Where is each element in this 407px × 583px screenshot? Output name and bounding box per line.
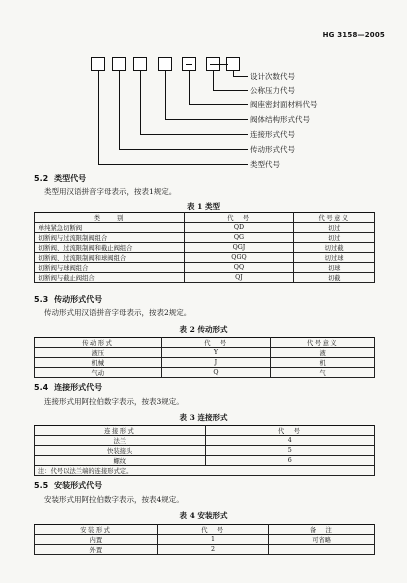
table-cell: 气动 [35, 368, 162, 378]
label-seat-material-code: 阀座密封面材料代号 [250, 100, 318, 109]
label-design-revision-code: 设计次数代号 [250, 72, 295, 81]
table-cell: 切球 [294, 263, 375, 273]
code-box-body-structure [158, 57, 172, 71]
table-row [35, 233, 375, 243]
label-nominal-pressure-code: 公称压力代号 [250, 86, 295, 95]
table-header-cell: 备 注 [269, 525, 375, 535]
table-row [35, 273, 375, 283]
label-type-code: 类型代号 [250, 160, 280, 169]
section-heading-5-2 [34, 173, 86, 184]
table-row [35, 446, 375, 456]
table-cell: 切断阀与截止阀组合 [35, 273, 185, 283]
table-cell: QG [184, 233, 294, 243]
leader-line [119, 71, 120, 149]
table-header-cell: 代 号 [184, 213, 294, 223]
table-cell: 切过 [294, 223, 375, 233]
section-text-5-3: 传动形式用汉语拼音字母表示，按表2规定。 [44, 308, 192, 317]
leader-line [165, 119, 248, 120]
table-cell: 切过 [294, 233, 375, 243]
table-cell: 切断阀、过流限制阀和球阀组合 [35, 253, 185, 263]
table-header-row [35, 213, 375, 223]
table-note: 注：代号以法兰端的连接形式定。 [35, 466, 375, 476]
table-2-transmission [34, 337, 375, 378]
table-header-cell: 安装形式 [35, 525, 158, 535]
table-cell: Y [161, 348, 271, 358]
table-cell [269, 545, 375, 555]
table-cell: QJ [184, 273, 294, 283]
table-row [35, 545, 375, 555]
section-heading-5-5 [34, 480, 102, 491]
dash-connector [210, 64, 228, 65]
leader-line [165, 71, 166, 119]
section-heading-5-3 [34, 294, 102, 305]
table-4-installation [34, 524, 375, 555]
table-3-caption: 表 3 连接形式 [179, 413, 228, 422]
table-cell: J [161, 358, 271, 368]
label-connection-code: 连接形式代号 [250, 130, 295, 139]
table-row [35, 263, 375, 273]
section-title: 类型代号 [54, 173, 87, 183]
table-cell: 内置 [35, 535, 158, 545]
section-number: 5.2 [34, 174, 49, 183]
leader-line [119, 149, 248, 150]
leader-line [213, 71, 214, 90]
table-1-type [34, 212, 375, 283]
leader-line [213, 90, 248, 91]
label-transmission-code: 传动形式代号 [250, 145, 295, 154]
table-row [35, 358, 375, 368]
table-cell: 1 [157, 535, 269, 545]
table-cell: 切过球 [294, 253, 375, 263]
code-box-transmission [112, 57, 126, 71]
table-row [35, 243, 375, 253]
table-cell: 切截 [294, 273, 375, 283]
table-cell: QD [184, 223, 294, 233]
table-cell: QGJ [184, 243, 294, 253]
table-cell: 切过截 [294, 243, 375, 253]
table-cell: 5 [205, 446, 375, 456]
table-header-cell: 代号意义 [271, 338, 375, 348]
table-cell: 气 [271, 368, 375, 378]
section-text-5-5: 安装形式用阿拉伯数字表示，按表4规定。 [44, 495, 184, 504]
table-cell: 4 [205, 436, 375, 446]
leader-line [98, 71, 99, 164]
table-cell: QQ [184, 263, 294, 273]
table-row [35, 348, 375, 358]
table-cell: 6 [205, 456, 375, 466]
code-box-type [91, 57, 105, 71]
table-header-row [35, 426, 375, 436]
table-header-row [35, 525, 375, 535]
table-cell: 法兰 [35, 436, 206, 446]
table-cell: Q [161, 368, 271, 378]
table-note-row [35, 466, 375, 476]
code-box-design-revision [226, 57, 240, 71]
label-body-structure-code: 阀体结构形式代号 [250, 115, 310, 124]
table-header-row [35, 338, 375, 348]
table-cell: 2 [157, 545, 269, 555]
table-cell: 机 [271, 358, 375, 368]
table-cell: 切断阀、过流限制阀和截止阀组合 [35, 243, 185, 253]
table-row [35, 253, 375, 263]
table-header-cell: 代 号 [157, 525, 269, 535]
table-header-cell: 类 别 [35, 213, 185, 223]
table-2-caption: 表 2 传动形式 [179, 325, 228, 334]
table-cell: 螺纹 [35, 456, 206, 466]
table-3-connection [34, 425, 375, 476]
leader-line [140, 134, 248, 135]
table-cell: 液压 [35, 348, 162, 358]
table-cell: 切断阀与球阀组合 [35, 263, 185, 273]
table-cell: 单纯紧急切断阀 [35, 223, 185, 233]
table-cell: 机械 [35, 358, 162, 368]
standard-number: HG 3158—2005 [322, 31, 385, 39]
table-row [35, 223, 375, 233]
table-cell: 液 [271, 348, 375, 358]
leader-line [233, 76, 248, 77]
section-title: 传动形式代号 [54, 294, 103, 304]
section-text-5-2: 类型用汉语拼音字母表示，按表1规定。 [44, 187, 177, 196]
table-cell: QGQ [184, 253, 294, 263]
section-title: 连接形式代号 [54, 382, 103, 392]
table-header-cell: 代 号 [161, 338, 271, 348]
table-cell: 外置 [35, 545, 158, 555]
leader-line [140, 71, 141, 134]
section-number: 5.3 [34, 295, 49, 304]
table-row [35, 535, 375, 545]
code-box-connection [133, 57, 147, 71]
leader-line [189, 71, 190, 104]
table-1-caption: 表 1 类型 [187, 202, 220, 211]
dash-connector [186, 64, 192, 65]
table-cell: 快装接头 [35, 446, 206, 456]
table-cell: 切断阀与过流限制阀组合 [35, 233, 185, 243]
section-text-5-4: 连接形式用阿拉伯数字表示，按表3规定。 [44, 397, 184, 406]
table-row [35, 456, 375, 466]
section-number: 5.5 [34, 481, 49, 490]
table-header-cell: 传动形式 [35, 338, 162, 348]
section-title: 安装形式代号 [54, 480, 103, 490]
leader-line [189, 104, 248, 105]
table-row [35, 368, 375, 378]
table-4-caption: 表 4 安装形式 [179, 511, 228, 520]
leader-line [98, 164, 248, 165]
table-row [35, 436, 375, 446]
table-header-cell: 代 号 [205, 426, 375, 436]
section-heading-5-4 [34, 382, 102, 393]
table-header-cell: 连接形式 [35, 426, 206, 436]
table-header-cell: 代号意义 [294, 213, 375, 223]
section-number: 5.4 [34, 383, 49, 392]
table-cell: 可省略 [269, 535, 375, 545]
